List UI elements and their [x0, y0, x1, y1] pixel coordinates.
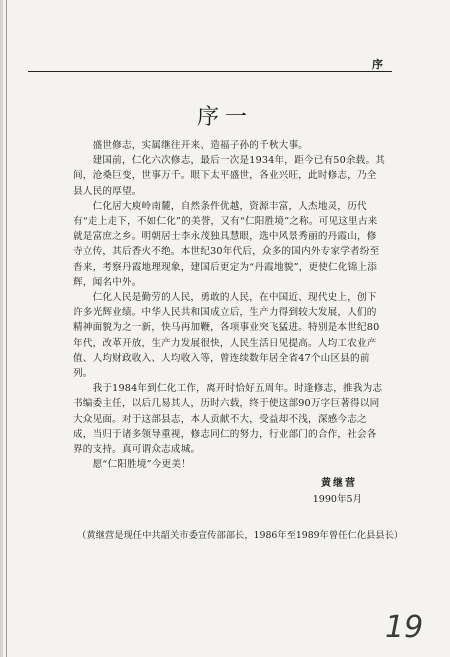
preface-body: [73, 138, 386, 472]
running-head: 序: [372, 58, 384, 71]
paragraph: 仁化人民是勤劳的人民，勇敢的人民，在中国近、现代史上，创下许多光辉业绩。中华人民共和国成立后，生产力得到较大发展，人们的精神面貌为之一新，快马再加鞭，各项事业突飞猛进。特别是本世纪80年代，改革开放，生产力发展很快，人民生活日见提高。人均工农业产值、人均财政收入、人均收入等，曾连续数年居全省47个山区县的前列。: [73, 292, 380, 380]
paragraph: 盛世修志，实属继往开来、造福子孙的千秋大事。: [73, 140, 309, 151]
binding-line: [6, 0, 7, 657]
handwritten-page-number: 19: [385, 610, 424, 645]
header-rule: [28, 71, 392, 72]
paragraph: 建国前，仁化六次修志，最后一次是1934年，距今已有50余载。其间，沧桑巨变，世事万千。眼下太平盛世，各业兴旺，此时修志，乃全县人民的厚望。: [73, 155, 386, 197]
date: 1990年5月: [312, 494, 362, 505]
paragraph: 愿“仁阳胜境”今更美！: [73, 459, 191, 471]
author-signature: 黄继营: [321, 478, 357, 489]
page-title: 序一: [196, 105, 253, 130]
binding-shadow: [0, 0, 3, 657]
author-note: （黄继营是现任中共韶关市委宣传部部长，1986年至1989年曾任仁化县县长）: [77, 530, 404, 541]
paragraph: 仁化居大庾岭南麓，自然条件优越，资源丰富，人杰地灵，历代有“走上走下，不如仁化”的美誉，又有“仁阳胜境”之称。可见这里古来就是富庶之乡。明朝居士李永茂独具慧眼，选中风景秀丽的丹霞山，修寺立传，其后香火不绝。本世纪30年代后，众多的国内外专家学者纷至沓来，考察丹霞地理现象，建国后更定为“丹霞地貌”，更使仁化锦上添辉，闻名中外。: [73, 200, 380, 288]
paragraph: 我于1984年到仁化工作，离开时恰好五周年。时逢修志，推我为志书编委主任，以后几易其人，历时六载，终于使这部90万字巨著得以同大众见面。对于这部县志，本人贡献不大，受益却不浅，深感今志之成，当归于诸多领导重视，修志同仁的努力，行业部门的合作，社会各界的支持。真可谓众志成城。: [73, 383, 383, 456]
